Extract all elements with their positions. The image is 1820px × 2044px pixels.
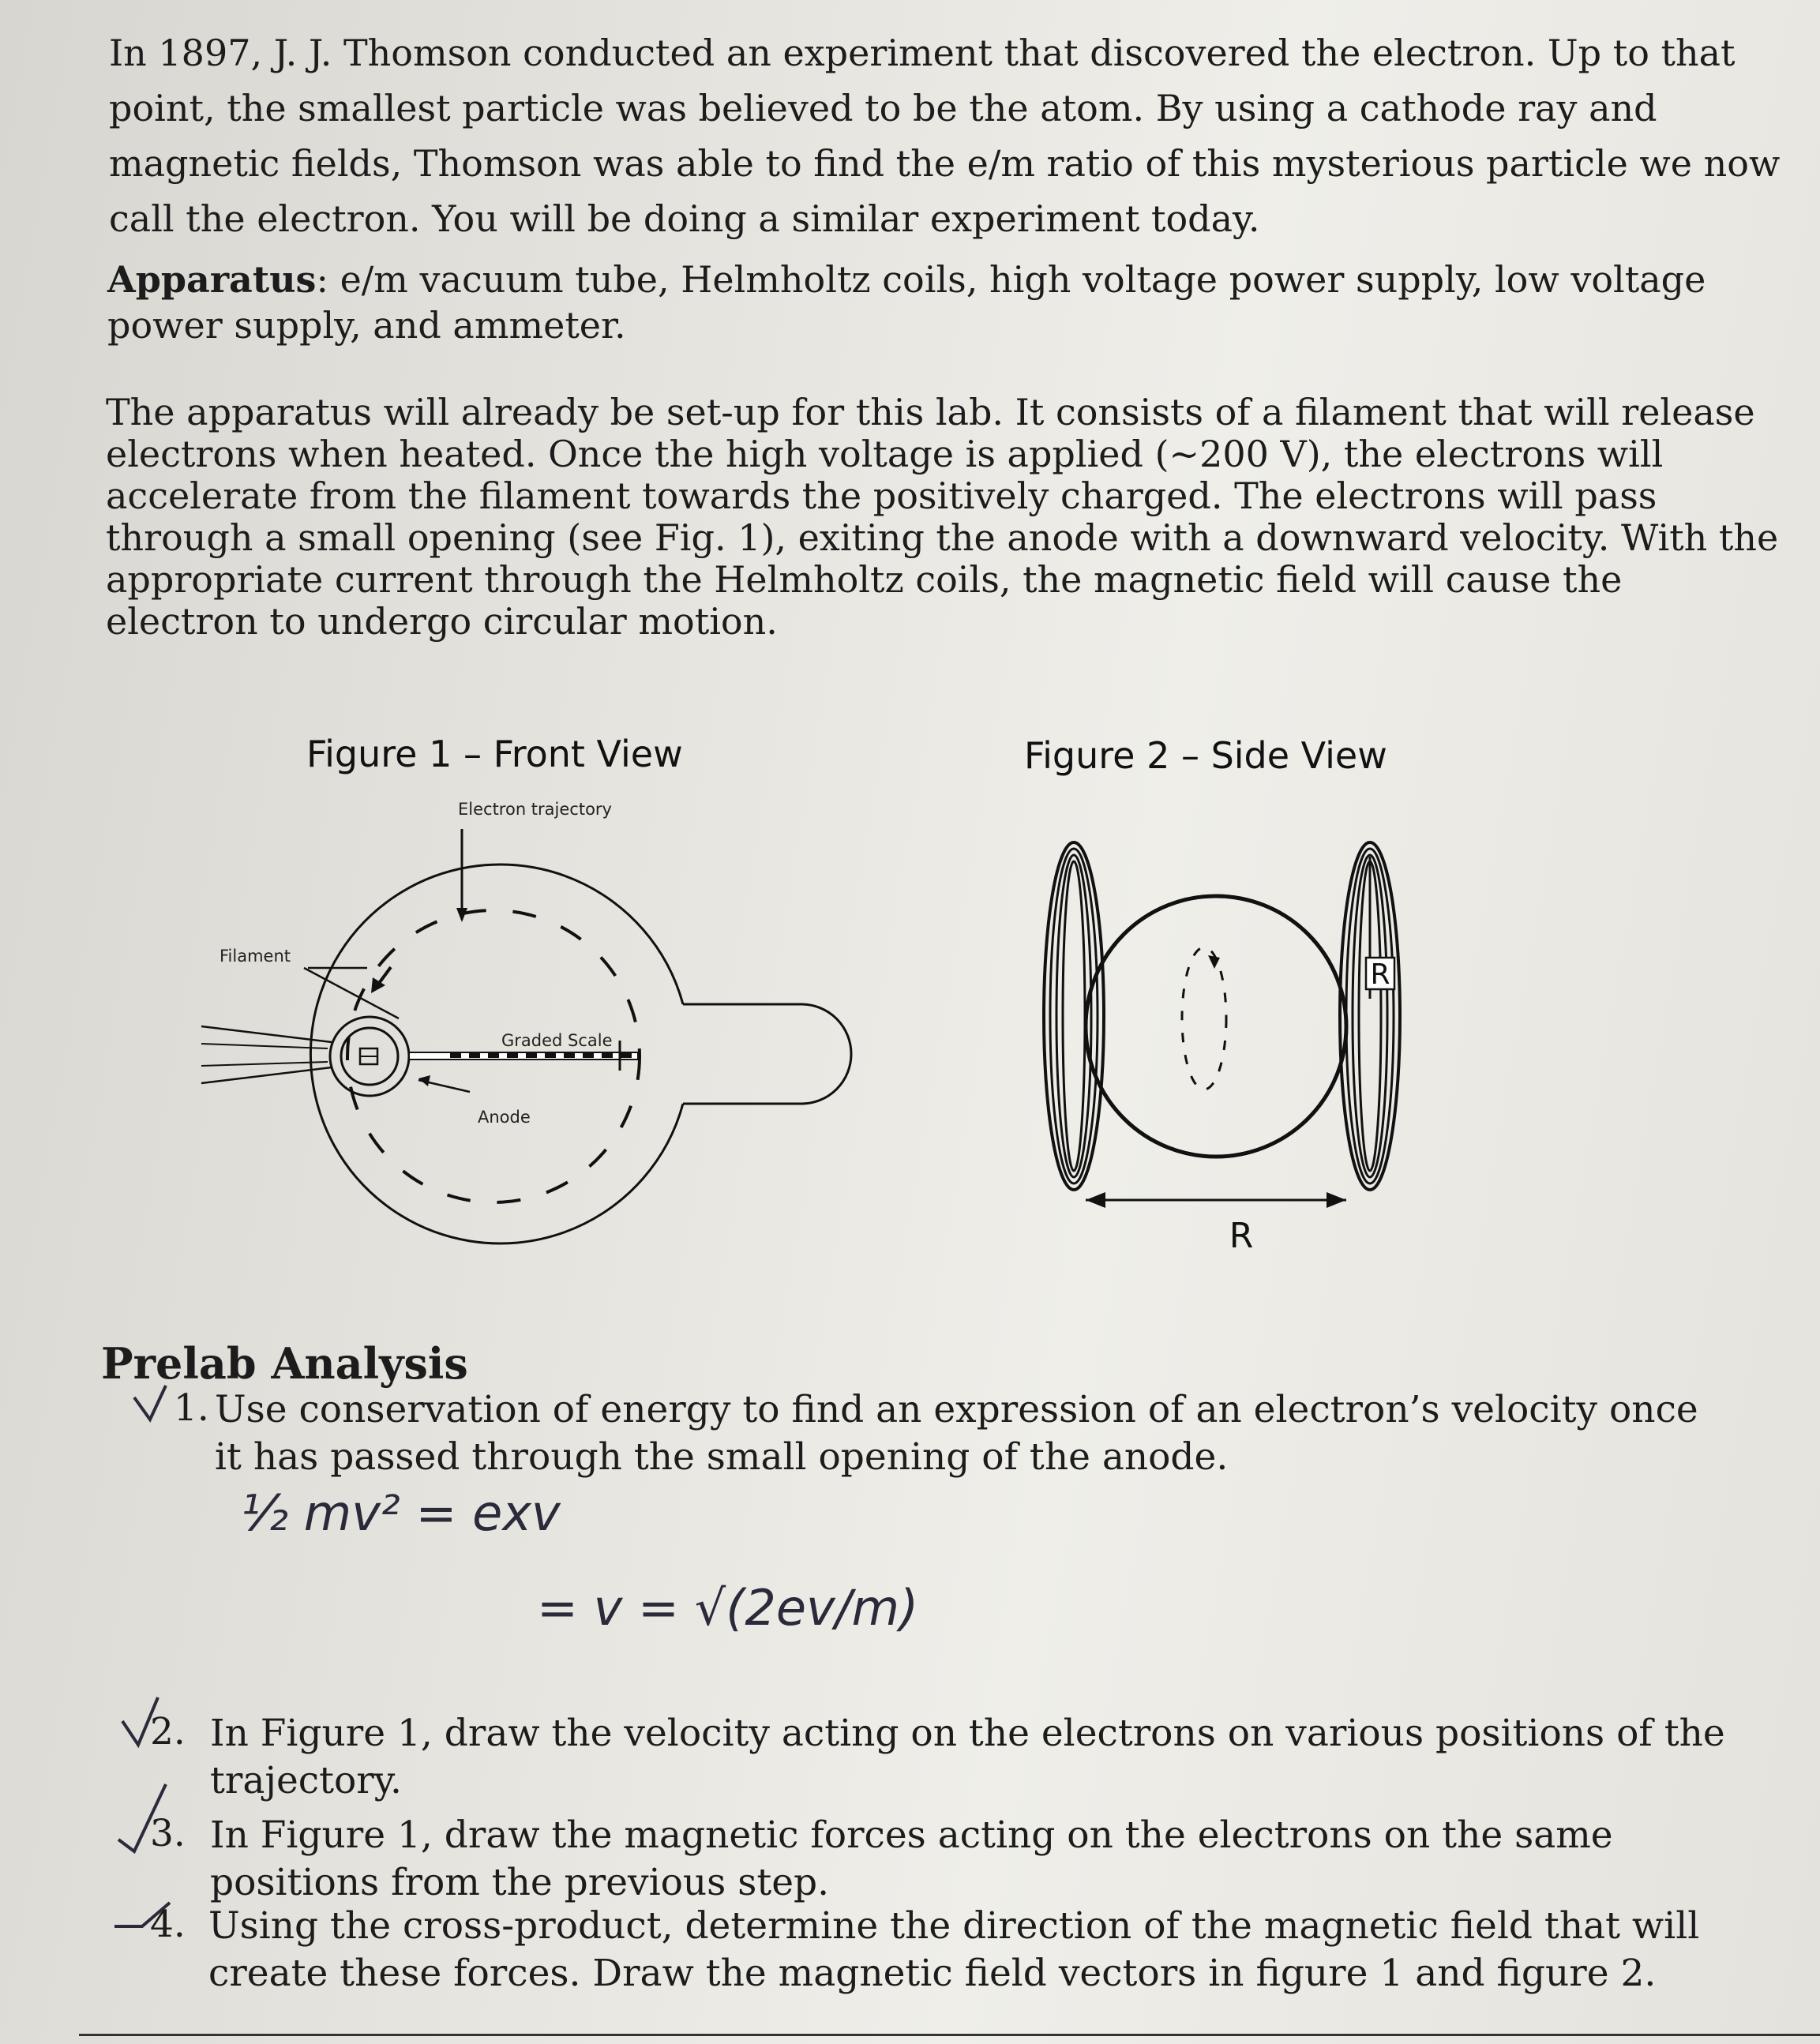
bottom-rule (79, 2034, 1820, 2036)
helmholtz-coil-left (1044, 842, 1104, 1190)
prelab-heading: Prelab Analysis (101, 1338, 468, 1389)
figure1-front-view (190, 789, 884, 1279)
question-1-number: 1. (174, 1386, 209, 1430)
label-r-inner: R (1370, 958, 1390, 991)
question-3-text: In Figure 1, draw the magnetic forces acting on the electrons on the same positions from the previous step. (210, 1813, 1613, 1904)
label-electron-trajectory: Electron trajectory (458, 800, 612, 819)
question-2-number: 2. (150, 1710, 186, 1753)
intro-paragraph: In 1897, J. J. Thomson conducted an experiment that discovered the electron. Up to that point, the smallest particle was believed to be the atom. By using a cathode ray and magnetic fields, Thomson was able to find the e/m ratio of this mysterious particle we now call the electron. You will be doing a similar experiment today. (109, 32, 1781, 240)
figure2-side-view (1026, 841, 1437, 1267)
apparatus-paragraph (107, 257, 1789, 348)
tube-right-stub (683, 1004, 851, 1104)
handwritten-equation-1: ½ mv² = exv (241, 1484, 561, 1542)
question-1-text: Use conservation of energy to find an expression of an electron’s velocity once it has passed through the small opening of the anode. (215, 1388, 1698, 1479)
setup-paragraph: The apparatus will already be set-up for this lab. It consists of a filament that will release electrons when heated. Once the high voltage is applied (~200 V), the electrons will accelerate from the filament towards the positively charged. The electrons will pass through a small opening (see Fig. 1), exiting the anode with a downward velocity. With the appropriate current through the Helmholtz coils, the magnetic field will cause the electron to undergo circular motion. (106, 391, 1779, 643)
checkmark-2-icon (122, 1697, 158, 1745)
trajectory-pointer-arrowhead (456, 908, 467, 922)
handwritten-equation-2: = v = √(2ev/m) (537, 1579, 919, 1637)
checkmark-4-icon (114, 1903, 170, 1926)
question-4-text: Using the cross-product, determine the direction of the magnetic field that will create these forces. Draw the magnetic field vectors in figure 1 and figure 2. (208, 1904, 1700, 1995)
figure1-title: Figure 1 – Front View (306, 733, 683, 775)
label-filament: Filament (220, 947, 291, 966)
question-2-text: In Figure 1, draw the velocity acting on the electrons on various positions of the trajectory. (210, 1712, 1725, 1802)
label-r-bottom: R (1229, 1216, 1254, 1256)
checkmark-3-icon (118, 1784, 166, 1851)
side-trajectory-dashed (1182, 947, 1226, 1090)
checkmark-1-icon (134, 1386, 166, 1420)
apparatus-label: Apparatus (107, 258, 317, 301)
label-graded-scale: Graded Scale (501, 1031, 613, 1050)
question-4-number: 4. (150, 1903, 186, 1946)
vacuum-bulb (1086, 896, 1346, 1157)
question-3-number: 3. (150, 1812, 186, 1855)
checkmark-marks (111, 1382, 221, 1982)
label-anode: Anode (478, 1108, 531, 1127)
figure2-title: Figure 2 – Side View (1024, 734, 1387, 777)
apparatus-text: : e/m vacuum tube, Helmholtz coils, high voltage power supply, low voltage power supply, and ammeter. (107, 258, 1706, 347)
